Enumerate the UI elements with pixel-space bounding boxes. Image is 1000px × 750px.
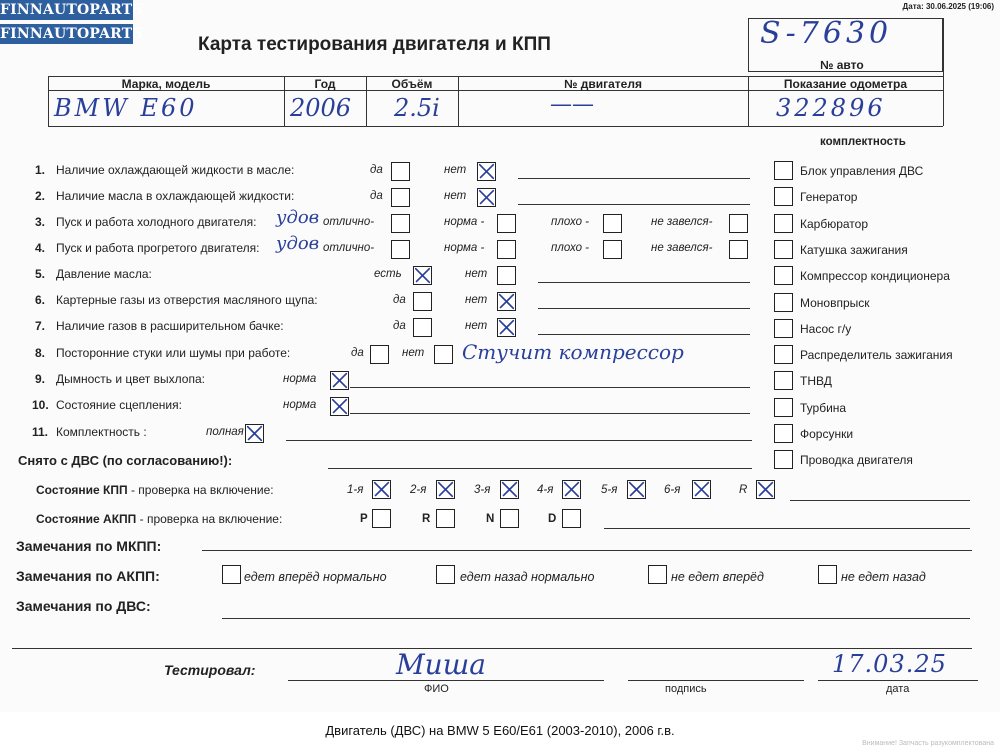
check-mark-icon xyxy=(478,189,495,206)
answer-line xyxy=(538,282,750,283)
component-checkbox[interactable] xyxy=(774,161,793,180)
manual-remarks-label: Замечания по МКПП: xyxy=(16,538,162,554)
option-label: да xyxy=(370,164,383,176)
gear-checkbox[interactable] xyxy=(436,480,455,499)
gear-checkbox[interactable] xyxy=(627,480,646,499)
make-model-value: BMW E60 xyxy=(54,94,198,122)
option-label: да xyxy=(393,294,406,306)
component-label: ТНВД xyxy=(800,374,832,388)
fio-label: ФИО xyxy=(424,683,449,695)
handwritten-note: удов xyxy=(276,233,320,254)
check-mark-icon xyxy=(414,267,431,284)
check-item-text: Дымность и цвет выхлопа: xyxy=(56,372,205,386)
check-mark-icon xyxy=(693,481,710,498)
test-date-handwritten: 17.03.25 xyxy=(832,650,947,678)
check-item-text: Наличие охлаждающей жидкости в масле: xyxy=(56,163,295,177)
component-label: Катушка зажигания xyxy=(800,243,908,257)
date-stamp: Дата: 30.06.2025 (19:06) xyxy=(902,2,994,11)
component-checkbox[interactable] xyxy=(774,214,793,233)
component-label: Генератор xyxy=(800,190,858,204)
gear-checkbox[interactable] xyxy=(500,509,519,528)
option-checkbox[interactable] xyxy=(434,345,453,364)
option-label: отлично- xyxy=(323,216,375,228)
option-label: отлично- xyxy=(323,242,375,254)
engine-number-value: —— xyxy=(550,92,594,117)
check-item-text: Пуск и работа прогретого двигателя: xyxy=(56,241,260,255)
component-checkbox[interactable] xyxy=(774,345,793,364)
photo-caption: Двигатель (ДВС) на BMW 5 E60/E61 (2003-2010), 2006 г.в. xyxy=(0,712,1000,750)
check-number: 2. xyxy=(35,189,46,203)
component-checkbox[interactable] xyxy=(774,398,793,417)
brand-logo: FINNAUTOPARTS xyxy=(0,2,143,18)
check-mark-icon xyxy=(373,481,390,498)
remark-checkbox[interactable] xyxy=(818,565,837,584)
option-label: норма - xyxy=(444,216,485,228)
check-number: 11. xyxy=(32,425,49,439)
header-odometer-label: Показание одометра xyxy=(783,77,908,91)
option-checkbox[interactable] xyxy=(729,240,748,259)
answer-line xyxy=(518,204,750,205)
gear-label: N xyxy=(486,513,495,525)
gear-label: R xyxy=(422,513,431,525)
option-checkbox[interactable] xyxy=(413,318,432,337)
component-label: Распределитель зажигания xyxy=(800,348,953,362)
option-checkbox[interactable] xyxy=(477,188,496,207)
tested-by-label: Тестировал: xyxy=(164,662,256,678)
gear-label: 6-я xyxy=(664,484,681,496)
check-item-text: Давление масла: xyxy=(56,267,152,281)
handwritten-note: удов xyxy=(276,207,320,228)
engine-remarks-label: Замечания по ДВС: xyxy=(16,598,151,614)
odometer-value: 322896 xyxy=(776,94,886,122)
check-mark-icon xyxy=(246,425,263,442)
option-label: не завелся- xyxy=(651,216,713,228)
check-number: 1. xyxy=(35,163,46,177)
answer-line xyxy=(286,440,752,441)
option-checkbox[interactable] xyxy=(413,266,432,285)
check-number: 5. xyxy=(35,267,46,281)
check-item-text: Картерные газы из отверстия масляного щупа: xyxy=(56,293,318,307)
option-checkbox[interactable] xyxy=(370,345,389,364)
option-label: есть xyxy=(374,268,402,280)
option-label: полная xyxy=(206,426,244,438)
gear-label: P xyxy=(360,513,368,525)
check-mark-icon xyxy=(563,481,580,498)
gear-label: 3-я xyxy=(474,484,491,496)
header-year-label: Год xyxy=(314,77,336,91)
component-label: Форсунки xyxy=(800,427,854,441)
component-label: Турбина xyxy=(800,401,847,415)
gear-label: 4-я xyxy=(537,484,554,496)
check-number: 8. xyxy=(35,346,46,360)
component-label: Проводка двигателя xyxy=(800,453,913,467)
gear-label: 1-я xyxy=(347,484,364,496)
check-mark-icon xyxy=(331,398,348,415)
header-make-label: Марка, модель xyxy=(121,77,211,91)
component-checkbox[interactable] xyxy=(774,187,793,206)
option-label: да xyxy=(393,320,406,332)
option-checkbox[interactable] xyxy=(497,214,516,233)
option-checkbox[interactable] xyxy=(245,424,264,443)
option-checkbox[interactable] xyxy=(330,371,349,390)
gear-checkbox[interactable] xyxy=(436,509,455,528)
component-checkbox[interactable] xyxy=(774,371,793,390)
option-label: нет xyxy=(465,320,488,332)
header-volume-label: Объём xyxy=(391,77,433,91)
option-label: нет xyxy=(444,164,467,176)
answer-line xyxy=(538,308,750,309)
option-checkbox[interactable] xyxy=(603,240,622,259)
stock-number-label: № авто xyxy=(820,58,864,72)
check-mark-icon xyxy=(757,481,774,498)
check-number: 4. xyxy=(35,241,46,255)
component-label: Блок управления ДВС xyxy=(800,164,924,178)
remark-option-label: не едет вперёд xyxy=(671,570,764,584)
option-label: да xyxy=(351,347,364,359)
component-label: Насос г/у xyxy=(800,322,852,336)
remark-option-label: едет вперёд нормально xyxy=(244,570,387,584)
check-number: 9. xyxy=(35,372,46,386)
remark-checkbox[interactable] xyxy=(648,565,667,584)
option-label: нет xyxy=(402,347,425,359)
component-checkbox[interactable] xyxy=(774,240,793,259)
gear-checkbox[interactable] xyxy=(692,480,711,499)
check-number: 7. xyxy=(35,319,46,333)
gear-checkbox[interactable] xyxy=(500,480,519,499)
gear-checkbox[interactable] xyxy=(372,509,391,528)
remark-checkbox[interactable] xyxy=(222,565,241,584)
option-checkbox[interactable] xyxy=(391,214,410,233)
check-item-text: Наличие газов в расширительном бачке: xyxy=(56,319,284,333)
option-label: да xyxy=(370,190,383,202)
check-mark-icon xyxy=(498,293,515,310)
answer-line xyxy=(538,334,750,335)
component-checkbox[interactable] xyxy=(774,450,793,469)
option-checkbox[interactable] xyxy=(603,214,622,233)
volume-value: 2.5i xyxy=(394,94,440,122)
check-mark-icon xyxy=(437,481,454,498)
gear-checkbox[interactable] xyxy=(756,480,775,499)
gear-checkbox[interactable] xyxy=(372,480,391,499)
tester-name-handwritten: Миша xyxy=(396,648,486,681)
option-label: не завелся- xyxy=(651,242,713,254)
option-label: плохо - xyxy=(551,216,589,228)
component-label: Карбюратор xyxy=(800,217,869,231)
option-checkbox[interactable] xyxy=(330,397,349,416)
gear-label: R xyxy=(739,484,748,496)
check-item-text: Комплектность : xyxy=(56,425,147,439)
stock-number-handwritten: S-7630 xyxy=(760,16,893,51)
component-checkbox[interactable] xyxy=(774,293,793,312)
option-checkbox[interactable] xyxy=(497,318,516,337)
check-mark-icon xyxy=(628,481,645,498)
option-label: нет xyxy=(465,294,488,306)
check-mark-icon xyxy=(498,319,515,336)
component-checkbox[interactable] xyxy=(774,266,793,285)
remark-option-label: не едет назад xyxy=(841,570,926,584)
check-mark-icon xyxy=(331,372,348,389)
option-checkbox[interactable] xyxy=(391,188,410,207)
auto-gearbox-label: Состояние АКПП - проверка на включение: xyxy=(36,512,283,526)
option-checkbox[interactable] xyxy=(413,292,432,311)
check-number: 3. xyxy=(35,215,46,229)
gear-label: D xyxy=(548,513,557,525)
brand-logo: FINNAUTOPARTS xyxy=(0,26,143,42)
answer-line xyxy=(518,178,750,179)
date-label: дата xyxy=(886,683,910,695)
option-label: норма xyxy=(283,399,317,411)
check-item-text: Посторонние стуки или шумы при работе: xyxy=(56,346,291,360)
option-checkbox[interactable] xyxy=(477,162,496,181)
gear-checkbox[interactable] xyxy=(562,509,581,528)
answer-line xyxy=(350,387,750,388)
option-checkbox[interactable] xyxy=(729,214,748,233)
removed-label: Снято с ДВС (по согласованию!): xyxy=(18,453,233,468)
option-checkbox[interactable] xyxy=(391,162,410,181)
option-label: норма - xyxy=(444,242,485,254)
check-item-text: Наличие масла в охлаждающей жидкости: xyxy=(56,189,295,203)
check-item-text: Пуск и работа холодного двигателя: xyxy=(56,215,257,229)
option-checkbox[interactable] xyxy=(497,266,516,285)
answer-line xyxy=(350,413,750,414)
watermark: Внимание! Запчасть разукомплектована xyxy=(862,740,994,747)
gear-label: 2-я xyxy=(410,484,427,496)
check-mark-icon xyxy=(478,163,495,180)
check-number: 6. xyxy=(35,293,46,307)
check-item-text: Состояние сцепления: xyxy=(56,398,182,412)
gear-label: 5-я xyxy=(601,484,618,496)
signature-label: подпись xyxy=(665,683,707,695)
component-label: Компрессор кондиционера xyxy=(800,269,950,283)
check-mark-icon xyxy=(501,481,518,498)
remark-option-label: едет назад нормально xyxy=(460,570,595,584)
header-engine-no-label: № двигателя xyxy=(564,77,642,91)
gear-checkbox[interactable] xyxy=(562,480,581,499)
component-label: Моновпрыск xyxy=(800,296,870,310)
component-checkbox[interactable] xyxy=(774,424,793,443)
option-checkbox[interactable] xyxy=(497,292,516,311)
option-label: норма xyxy=(283,373,317,385)
handwritten-note: Стучит компрессор xyxy=(462,340,684,364)
completeness-title: комплектность xyxy=(820,136,906,148)
year-value: 2006 xyxy=(290,94,352,122)
option-label: нет xyxy=(465,268,488,280)
remark-checkbox[interactable] xyxy=(436,565,455,584)
form-title: Карта тестирования двигателя и КПП xyxy=(198,34,551,55)
option-checkbox[interactable] xyxy=(391,240,410,259)
option-checkbox[interactable] xyxy=(497,240,516,259)
auto-remarks-label: Замечания по АКПП: xyxy=(16,568,160,584)
check-number: 10. xyxy=(32,398,49,412)
option-label: нет xyxy=(444,190,467,202)
component-checkbox[interactable] xyxy=(774,319,793,338)
manual-gearbox-label: Состояние КПП - проверка на включение: xyxy=(36,483,274,497)
option-label: плохо - xyxy=(551,242,589,254)
